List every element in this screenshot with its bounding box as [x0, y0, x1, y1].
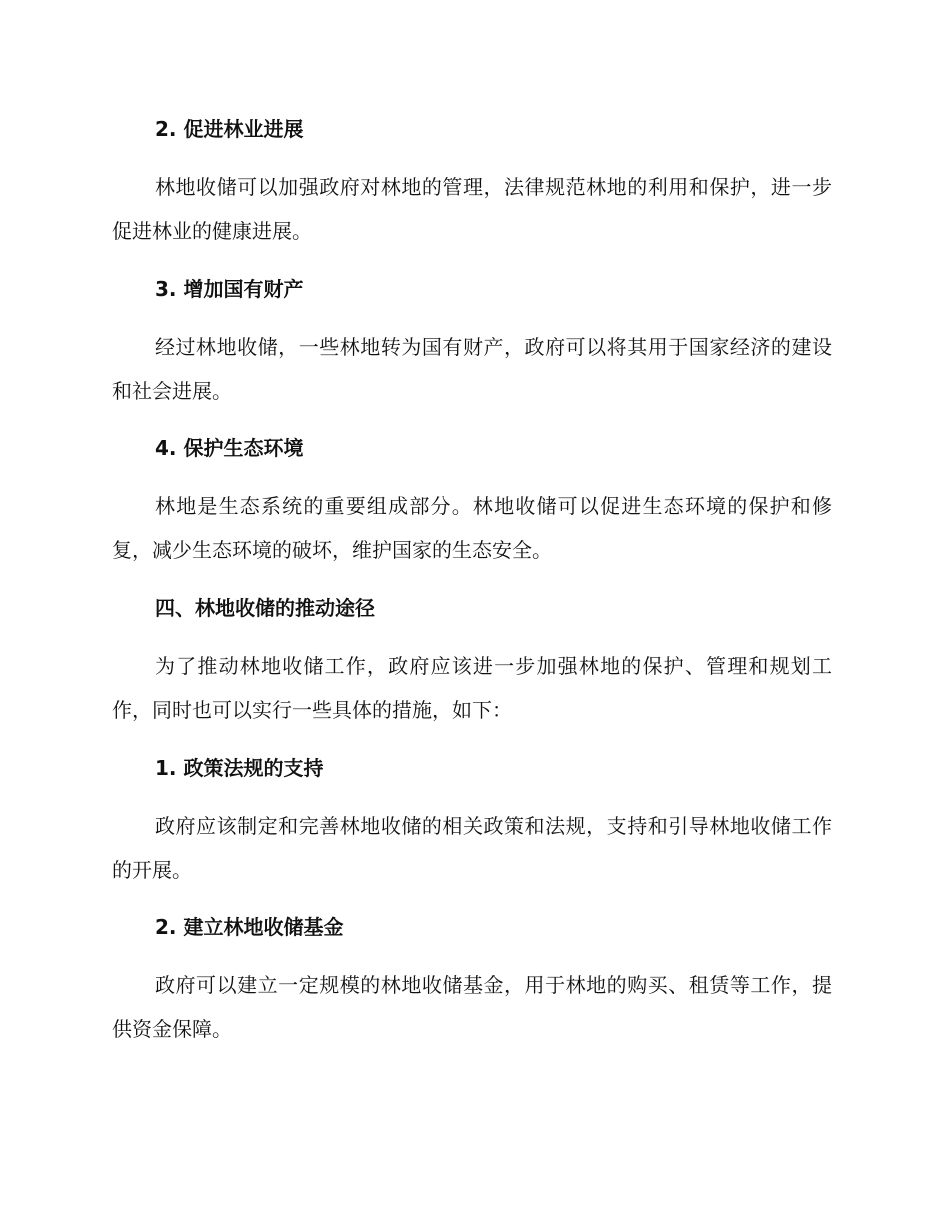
- paragraph: 经过林地收储，一些林地转为国有财产，政府可以将其用于国家经济的建设和社会进展。: [112, 335, 832, 403]
- section-heading: 2. 建立林地收储基金: [155, 915, 344, 939]
- section-heading: 1. 政策法规的支持: [155, 756, 324, 780]
- section-heading: 4. 保护生态环境: [155, 436, 304, 460]
- paragraph: 为了推动林地收储工作，政府应该进一步加强林地的保护、管理和规划工作，同时也可以实行一些具体的措施，如下：: [112, 654, 832, 722]
- paragraph: 政府可以建立一定规模的林地收储基金，用于林地的购买、租赁等工作，提供资金保障。: [112, 973, 832, 1041]
- section-heading: 3. 增加国有财产: [155, 277, 304, 301]
- chapter-heading: 四、林地收储的推动途径: [155, 596, 375, 620]
- paragraph: 林地是生态系统的重要组成部分。林地收储可以促进生态环境的保护和修复，减少生态环境的破坏，维护国家的生态安全。: [112, 494, 832, 562]
- paragraph: 林地收储可以加强政府对林地的管理，法律规范林地的利用和保护，进一步促进林业的健康进展。: [112, 175, 832, 243]
- section-heading: 2. 促进林业进展: [155, 117, 304, 141]
- paragraph: 政府应该制定和完善林地收储的相关政策和法规，支持和引导林地收储工作的开展。: [112, 814, 832, 882]
